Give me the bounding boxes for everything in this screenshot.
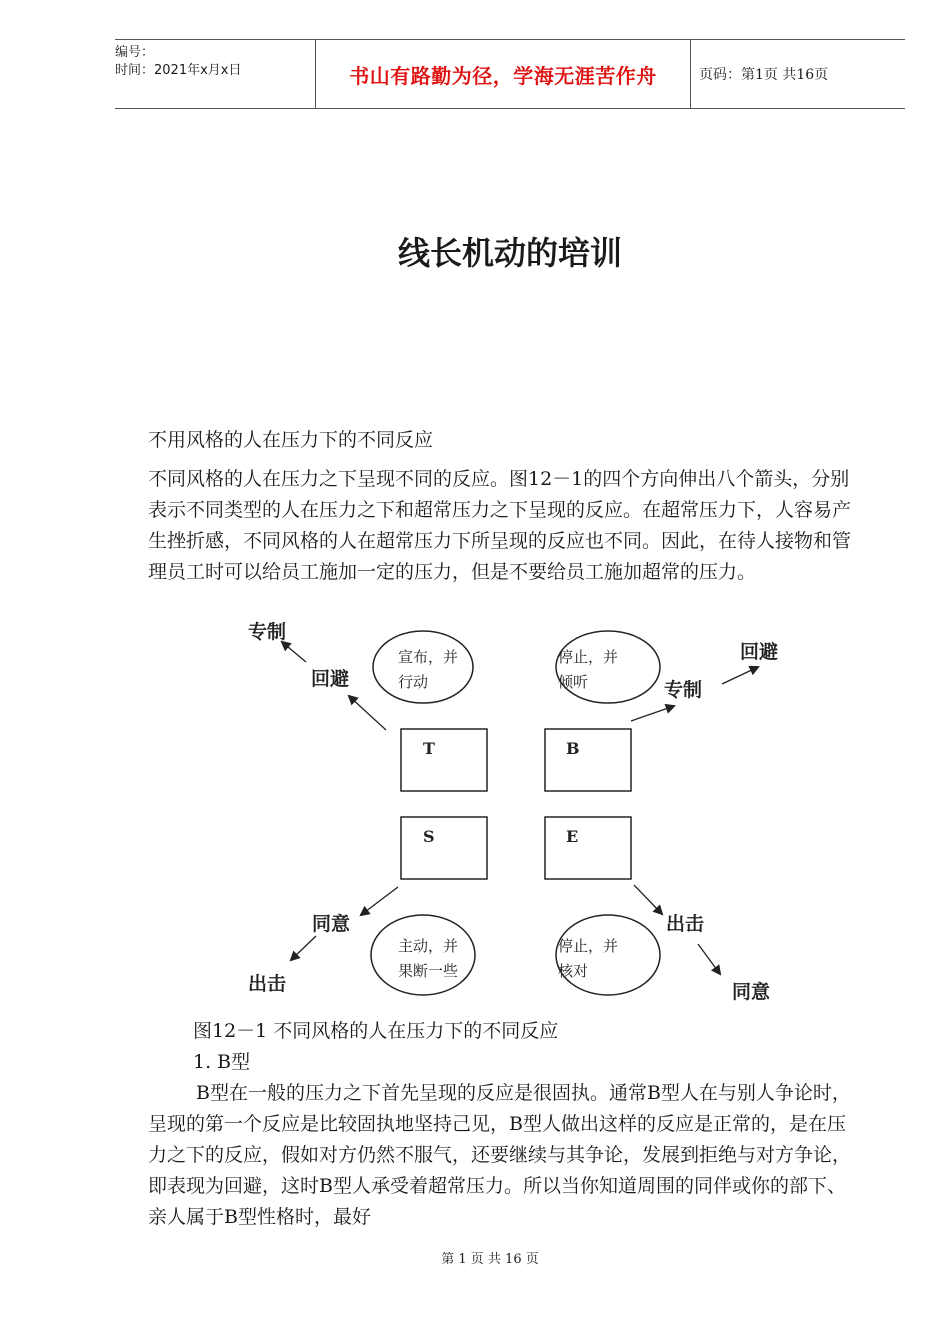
- label-bl-inner: 同意: [312, 913, 351, 935]
- bubble-bl-line1: 主动，并: [398, 937, 459, 955]
- arrow-s-to-agree: [361, 887, 398, 915]
- arrow-t-to-avoid: [349, 696, 386, 730]
- bubble-bottom-left: [371, 915, 475, 995]
- bubble-top-right: [556, 631, 660, 703]
- arrow-attack-to-agree: [698, 944, 720, 974]
- paragraph-intro: 不同风格的人在压力之下呈现不同的反应。图12－1的四个方向伸出八个箭头，分别表示不同类型的人在压力之下和超常压力之下呈现的反应。在超常压力下，人容易产生挫折感，不同风格的人在超常压力下所呈现的反应也不同。因此，在待人接物和管理员工时可以给员工施加一定的压力，但是不要给员工施加超常的压力。: [148, 468, 852, 583]
- box-b-label: B: [566, 739, 580, 758]
- bubble-top-left: [373, 631, 473, 703]
- header-page-number: 页码：第1页 共16页: [699, 67, 829, 83]
- box-t: [401, 729, 487, 791]
- bubble-bl-line2: 果断一些: [398, 962, 459, 980]
- label-tr-inner: 专制: [664, 679, 703, 701]
- figure-caption: 图12－1 不同风格的人在压力下的不同反应: [193, 1020, 559, 1042]
- bubble-tl-line1: 宣布，并: [398, 648, 459, 666]
- label-br-inner: 出击: [666, 913, 705, 935]
- arrow-e-to-attack: [634, 885, 662, 914]
- bubble-br-line1: 停止，并: [558, 937, 619, 955]
- list-item-b-type: 1. B型: [193, 1051, 251, 1073]
- header-motto: 书山有路勤为径，学海无涯苦作舟: [349, 63, 657, 88]
- label-tr-outer: 回避: [740, 641, 779, 663]
- figure-stress-diagram: [226, 610, 791, 1008]
- box-s: [401, 817, 487, 879]
- box-s-label: S: [423, 827, 435, 846]
- arrow-avoid-to-autocrat: [282, 642, 306, 662]
- label-bl-outer: 出击: [248, 973, 287, 995]
- header-motto-cell: [315, 40, 691, 108]
- label-tl-outer: 专制: [248, 621, 287, 643]
- section-heading: 不用风格的人在压力下的不同反应: [148, 429, 434, 451]
- bubble-bottom-right: [556, 915, 660, 995]
- arrow-agree-to-attack: [291, 936, 316, 960]
- document-title: 线长机动的培训: [397, 234, 622, 272]
- box-e-label: E: [566, 827, 579, 846]
- arrow-autocrat-to-avoid: [722, 667, 758, 684]
- document-date: 时间：2021年x月x日: [115, 63, 242, 78]
- arrow-b-to-autocrat: [631, 706, 674, 721]
- box-e: [545, 817, 631, 879]
- page-header: [115, 39, 905, 109]
- bubble-br-line2: 核对: [558, 962, 589, 980]
- bubble-tr-line1: 停止，并: [558, 648, 619, 666]
- document-number: 编号：: [115, 45, 155, 60]
- label-tl-inner: 回避: [311, 668, 350, 690]
- bubble-tl-line2: 行动: [398, 673, 429, 691]
- label-br-outer: 同意: [732, 981, 771, 1003]
- bubble-tr-line2: 倾听: [558, 673, 589, 691]
- header-meta: [115, 40, 315, 112]
- header-page-cell: [691, 40, 913, 108]
- paragraph-b-type: B型在一般的压力之下首先呈现的反应是很固执。通常B型人在与别人争论时，呈现的第一个反应是比较固执地坚持己见，B型人做出这样的反应是正常的，是在压力之下的反应，假如对方仍然不服气，还要继续与其争论，发展到拒绝与对方争论，即表现为回避，这时B型人承受着超常压力。所以当你知道周围的同伴或你的部下、亲人属于B型性格时，最好: [148, 1082, 852, 1228]
- page-footer: 第 1 页 共 16 页: [441, 1252, 539, 1267]
- box-t-label: T: [423, 739, 435, 758]
- diagram-svg: [226, 610, 791, 1008]
- box-b: [545, 729, 631, 791]
